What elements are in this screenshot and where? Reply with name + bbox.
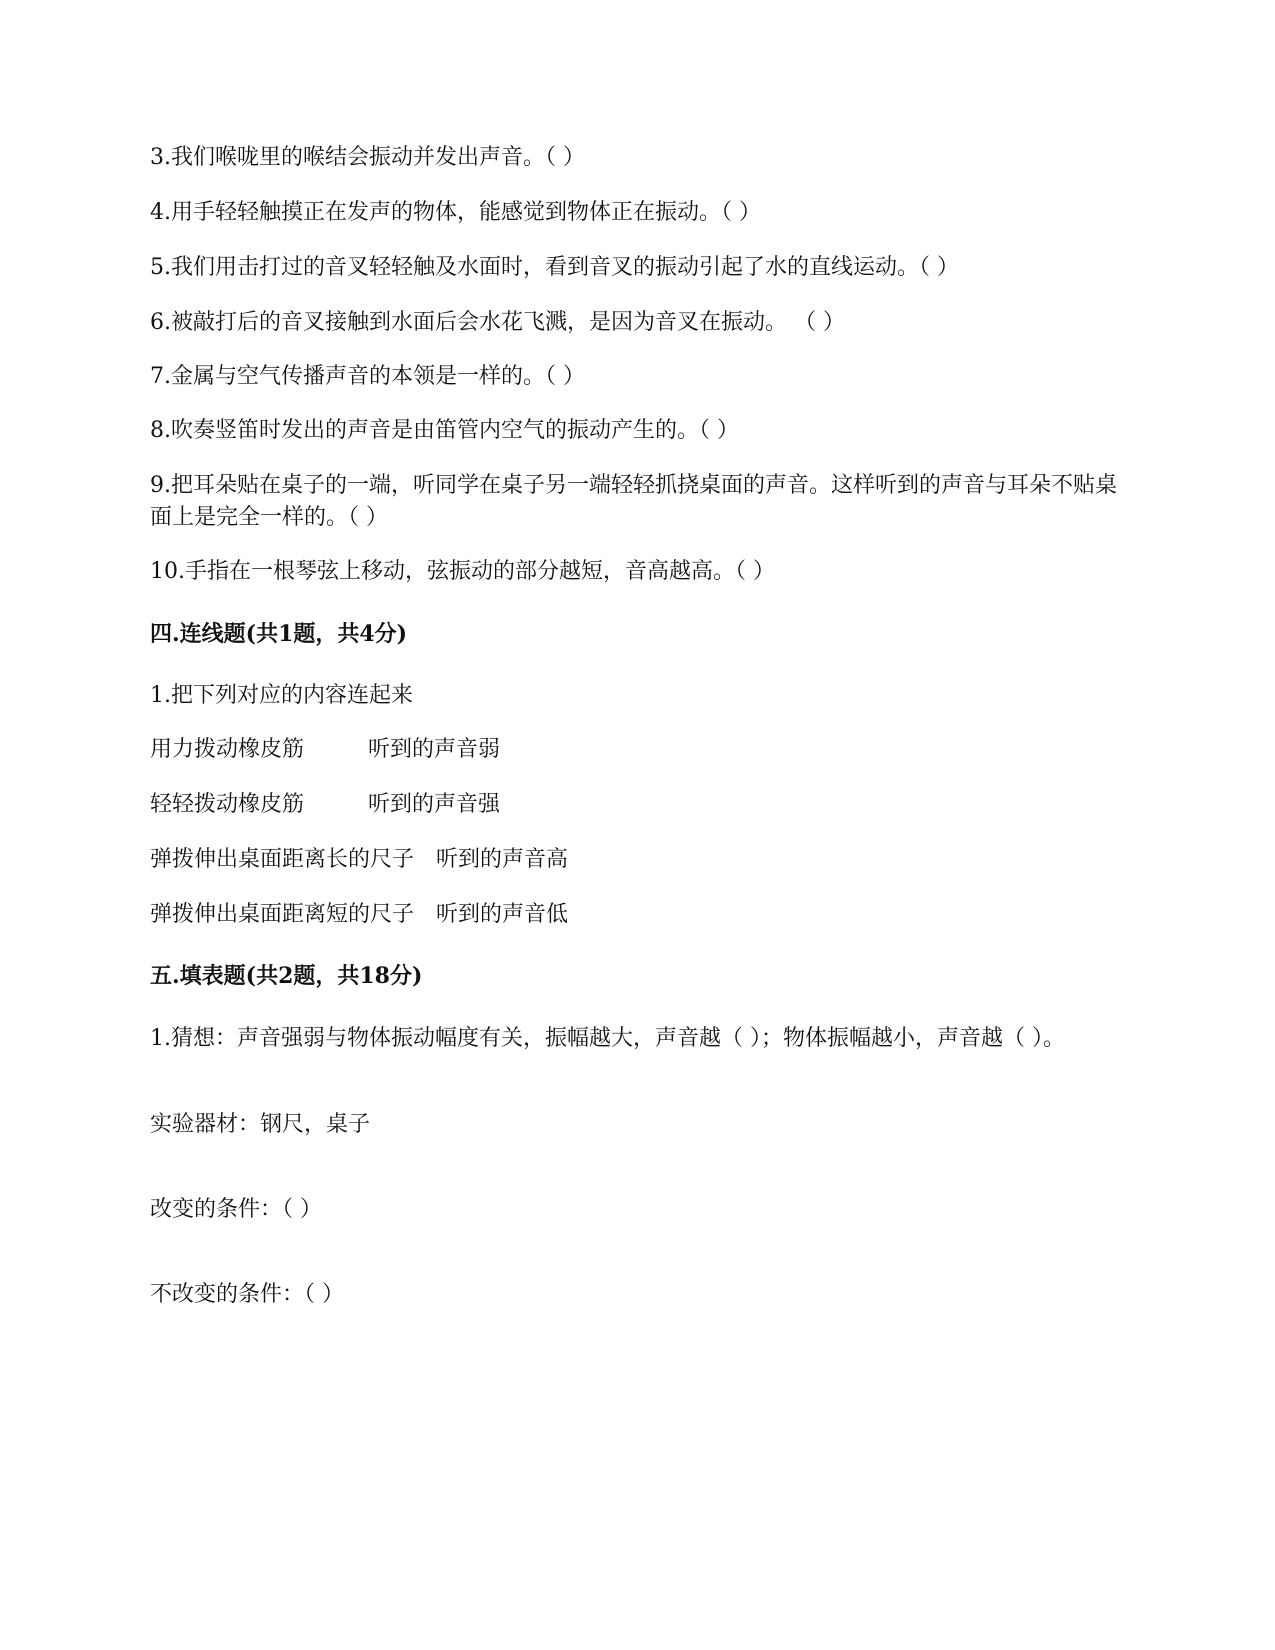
matching-right-item: 听到的声音低	[436, 902, 569, 927]
true-false-item-9: 9.把耳朵贴在桌子的一端，听同学在桌子另一端轻轻抓挠桌面的声音。这样听到的声音与耳朵不贴桌面上是完全一样的。（ ）	[150, 473, 1117, 530]
true-false-item-6: 6.被敲打后的音叉接触到水面后会水花飞溅，是因为音叉在振动。 （ ）	[150, 310, 845, 335]
matching-row	[150, 899, 568, 931]
matching-left-item: 用力拨动橡皮筋	[150, 737, 305, 762]
matching-row	[150, 844, 568, 876]
matching-question: 1.把下列对应的内容连起来	[150, 683, 413, 708]
true-false-item-5: 5.我们用击打过的音叉轻轻触及水面时，看到音叉的振动引起了水的直线运动。（ ）	[150, 255, 959, 280]
matching-left-item: 弹拨伸出桌面距离长的尺子	[150, 847, 415, 872]
unchanged-condition: 不改变的条件：（ ）	[150, 1282, 344, 1307]
true-false-item-7: 7.金属与空气传播声音的本领是一样的。（ ）	[150, 364, 585, 389]
true-false-item-4: 4.用手轻轻触摸正在发声的物体，能感觉到物体正在振动。（ ）	[150, 200, 761, 225]
true-false-item-10: 10.手指在一根琴弦上移动，弦振动的部分越短，音高越高。（ ）	[150, 559, 775, 584]
true-false-item-3: 3.我们喉咙里的喉结会振动并发出声音。（ ）	[150, 145, 585, 170]
experiment-materials: 实验器材：钢尺，桌子	[150, 1112, 371, 1137]
matching-right-item: 听到的声音强	[368, 792, 501, 817]
matching-right-item: 听到的声音高	[436, 847, 569, 872]
table-question: 1.猜想：声音强弱与物体振动幅度有关，振幅越大，声音越（ ）；物体振幅越小，声音越（ ）。	[150, 1026, 1065, 1051]
section-heading-matching: 四.连线题(共1题，共4分)	[150, 621, 408, 647]
matching-row	[150, 734, 500, 766]
matching-row	[150, 789, 500, 821]
matching-left-item: 轻轻拨动橡皮筋	[150, 792, 305, 817]
matching-left-item: 弹拨伸出桌面距离短的尺子	[150, 902, 415, 927]
changed-condition: 改变的条件：（ ）	[150, 1197, 322, 1222]
section-heading-table: 五.填表题(共2题，共18分)	[150, 963, 423, 989]
matching-right-item: 听到的声音弱	[368, 737, 501, 762]
true-false-item-8: 8.吹奏竖笛时发出的声音是由笛管内空气的振动产生的。（ ）	[150, 418, 739, 443]
